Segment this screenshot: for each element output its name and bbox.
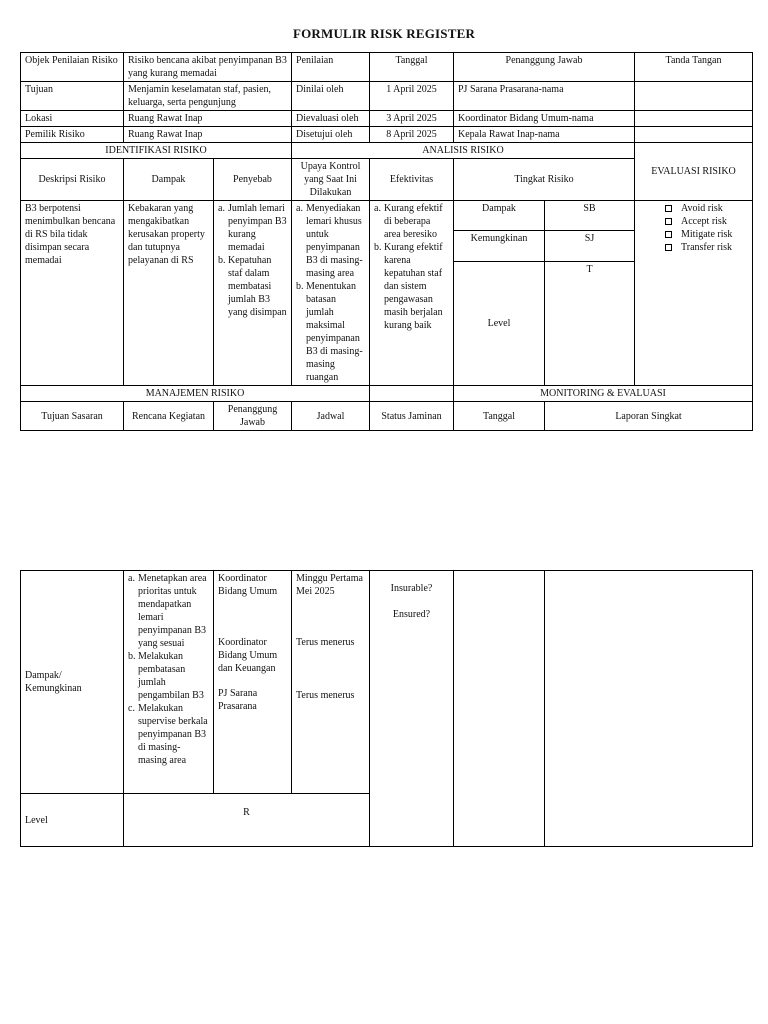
list-item: a. Menetapkan area prioritas untuk mendapatkan lemari penyimpanan B3 yang sesuai — [128, 573, 207, 649]
person-dinilai: PJ Sarana Prasarana-nama — [454, 82, 635, 111]
label-dievaluasi: Dievaluasi oleh — [292, 111, 370, 127]
col-tanggal-2: Tanggal — [454, 402, 545, 431]
value-lokasi: Ruang Rawat Inap — [124, 111, 292, 127]
date-dinilai: 1 April 2025 — [370, 82, 454, 111]
manajemen-table — [20, 570, 753, 847]
col-upaya-kontrol: Upaya Kontrol yang Saat Ini Dilakukan — [292, 159, 370, 201]
label-objek: Objek Penilaian Risiko — [21, 53, 124, 82]
col-penanggung-jawab-2: Penanggung Jawab — [214, 402, 292, 431]
pj-item: Koordinator Bidang Umum — [218, 573, 278, 597]
section-identifikasi: IDENTIFIKASI RISIKO — [21, 143, 292, 159]
option-transfer-risk[interactable]: Transfer risk — [661, 241, 748, 254]
tujuan-dampak-kemungkinan: Dampak/ Kemungkinan — [21, 571, 124, 794]
penanggung-jawab-list — [214, 571, 292, 794]
tingkat-dampak-label: Dampak — [454, 201, 545, 231]
risk-register-table — [20, 52, 753, 431]
jadwal-list — [292, 571, 370, 794]
tingkat-level-value: T — [545, 261, 635, 385]
col-efektivitas: Efektivitas — [370, 159, 454, 201]
col-penyebab: Penyebab — [214, 159, 292, 201]
jadwal-item: Terus menerus — [296, 690, 355, 701]
col-deskripsi: Deskripsi Risiko — [21, 159, 124, 201]
manajemen-column-row — [21, 402, 753, 431]
checkbox-icon — [665, 218, 672, 225]
list-item: b. Menentukan batasan jumlah maksimal penyimpanan B3 di masing-masing ruangan — [296, 281, 363, 383]
level-label: Level — [21, 794, 124, 847]
pj-item: Koordinator Bidang Umum dan Keuangan — [218, 637, 278, 674]
section-evaluasi: EVALUASI RISIKO — [635, 143, 753, 201]
section-monitoring: MONITORING & EVALUASI — [454, 386, 753, 402]
value-tujuan: Menjamin keselamatan staf, pasien, keluarga, serta pengunjung — [124, 82, 292, 111]
col-status-jaminan: Status Jaminan — [370, 402, 454, 431]
col-penanggung-jawab: Penanggung Jawab — [454, 53, 635, 82]
risk-dampak: Kebakaran yang mengakibatkan kerusakan property dan tutupnya pelayanan di RS — [124, 201, 214, 386]
col-laporan-singkat: Laporan Singkat — [545, 402, 753, 431]
checkbox-icon — [665, 244, 672, 251]
checkbox-icon — [665, 205, 672, 212]
checkbox-icon — [665, 231, 672, 238]
col-jadwal: Jadwal — [292, 402, 370, 431]
label-pemilik: Pemilik Risiko — [21, 127, 124, 143]
tingkat-dampak-value: SB — [545, 201, 635, 231]
col-tanda-tangan: Tanda Tangan — [635, 53, 753, 82]
header-row-objek — [21, 53, 753, 82]
label-penilaian: Penilaian — [292, 53, 370, 82]
level-value: R — [124, 794, 370, 847]
col-tanggal: Tanggal — [370, 53, 454, 82]
label-lokasi: Lokasi — [21, 111, 124, 127]
risk-upaya — [292, 201, 370, 386]
option-mitigate-risk[interactable]: Mitigate risk — [661, 228, 748, 241]
risk-deskripsi: B3 berpotensi menimbulkan bencana di RS bila tidak disimpan secara memadai — [21, 201, 124, 386]
list-item: a. Menyediakan lemari khusus untuk penyimpanan B3 di masing-masing area — [296, 203, 363, 279]
manajemen-row-main — [21, 571, 753, 794]
status-ensured: Ensured? — [392, 609, 431, 620]
option-avoid-risk[interactable]: Avoid risk — [661, 202, 748, 215]
label-disetujui: Disetujui oleh — [292, 127, 370, 143]
section-header-row-2 — [21, 386, 753, 402]
label-dinilai: Dinilai oleh — [292, 82, 370, 111]
col-tingkat-risiko: Tingkat Risiko — [454, 159, 635, 201]
tingkat-kemungkinan-label: Kemungkinan — [454, 230, 545, 261]
status-jaminan — [370, 571, 454, 847]
value-pemilik: Ruang Rawat Inap — [124, 127, 292, 143]
jadwal-item: Terus menerus — [296, 637, 355, 648]
monitoring-tanggal[interactable] — [454, 571, 545, 847]
section-blank — [370, 386, 454, 402]
list-item: a. Jumlah lemari penyimpan B3 kurang memadai — [218, 203, 287, 253]
list-item: b. Kurang efektif karena kepatuhan staf dan sistem pengawasan masih berjalan kurang baik — [374, 242, 443, 331]
section-manajemen: MANAJEMEN RISIKO — [21, 386, 370, 402]
option-accept-risk[interactable]: Accept risk — [661, 215, 748, 228]
value-objek: Risiko bencana akibat penyimpanan B3 yang kurang memadai — [124, 53, 292, 82]
list-item: b. Kepatuhan staf dalam membatasi jumlah B3 yang disimpan — [218, 255, 287, 318]
page-title: FORMULIR RISK REGISTER — [292, 26, 476, 41]
sign-disetujui[interactable] — [635, 127, 753, 143]
person-dievaluasi: Koordinator Bidang Umum-nama — [454, 111, 635, 127]
tingkat-level-label: Level — [454, 261, 545, 385]
list-item: b. Melakukan pembatasan jumlah pengambilan B3 — [128, 651, 204, 701]
evaluasi-options — [635, 201, 753, 386]
monitoring-laporan[interactable] — [545, 571, 753, 847]
date-dievaluasi: 3 April 2025 — [370, 111, 454, 127]
col-rencana-kegiatan: Rencana Kegiatan — [124, 402, 214, 431]
header-row-pemilik — [21, 127, 753, 143]
label-tujuan: Tujuan — [21, 82, 124, 111]
person-disetujui: Kepala Rawat Inap-nama — [454, 127, 635, 143]
jadwal-item: Minggu Pertama Mei 2025 — [296, 573, 363, 597]
list-item: a. Kurang efektif di beberapa area beresiko — [374, 203, 443, 240]
col-tujuan-sasaran: Tujuan Sasaran — [21, 402, 124, 431]
tingkat-kemungkinan-value: SJ — [545, 230, 635, 261]
date-disetujui: 8 April 2025 — [370, 127, 454, 143]
section-header-row — [21, 143, 753, 159]
list-item: c. Melakukan supervise berkala penyimpanan B3 di masing-masing area — [128, 703, 208, 766]
sign-dievaluasi[interactable] — [635, 111, 753, 127]
rencana-kegiatan — [124, 571, 214, 794]
pj-item: PJ Sarana Prasarana — [218, 688, 258, 712]
section-analisis: ANALISIS RISIKO — [292, 143, 635, 159]
header-row-lokasi — [21, 111, 753, 127]
status-insurable: Insurable? — [390, 583, 433, 594]
risk-penyebab — [214, 201, 292, 386]
col-dampak: Dampak — [124, 159, 214, 201]
header-row-tujuan — [21, 82, 753, 111]
sign-dinilai[interactable] — [635, 82, 753, 111]
risk-efektivitas — [370, 201, 454, 386]
risk-row-dampak — [21, 201, 753, 231]
